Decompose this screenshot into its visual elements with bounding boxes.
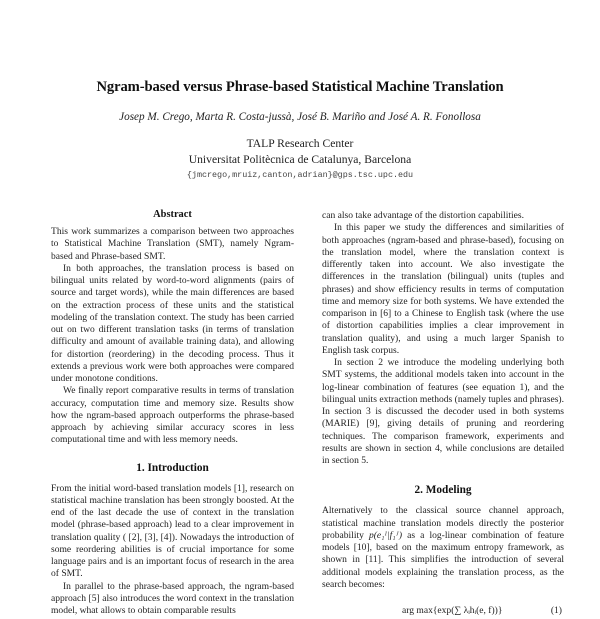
abstract-paragraph-3: We finally report comparative results in terms of translation accuracy, computation time and memory size. Results show how the ngram-based approach outperforms the phrase-based approach by achieving similar accuracy scores in less computational time and with less memory needs. (51, 385, 294, 446)
introduction-heading: 1. Introduction (136, 461, 209, 474)
introduction-paragraph-4: In section 2 we introduce the modeling underlying both SMT systems, the additional models taken into account in the log-linear combination of features (see equation 1), and the bilingual units extraction methods (namely tuples and phrases). In section 3 is discussed the decoder used in both systems (MARIE) [9], giving details of pruning and reordering techniques. The comparison framework, experiments and results are shown in section 4, while conclusions are detailed in section 5. (322, 357, 564, 466)
paper-authors: Josep M. Crego, Marta R. Costa-jussà, José B. Mariño and José A. R. Fonollosa (119, 111, 481, 123)
affiliation-center: TALP Research Center (246, 137, 354, 150)
modeling-text-before-math: Alternatively to the classical source channel approach, statistical machine translation models directly the posterior probability (322, 505, 564, 541)
equation-expression: arg max{exp(∑ λᵢhᵢ(e, f))} (402, 605, 503, 616)
affiliation-university: Universitat Politècnica de Catalunya, Barcelona (188, 153, 412, 166)
abstract-paragraph-1: This work summarizes a comparison between two approaches to Statistical Machine Translation (SMT), namely Ngram-based and Phrase-based SMT. (51, 226, 294, 262)
modeling-paragraph-1 (322, 505, 564, 591)
right-column (322, 210, 564, 619)
modeling-text-after-math: as a log-linear combination of feature models [10], based on the maximum entropy framework, as shown in [11]. This simplifies the introduction of several additional models explaining the translation process, as the search becomes: (322, 529, 565, 590)
abstract-heading: Abstract (153, 209, 192, 220)
posterior-probability-math: p(e₁ᴵ|f₁ᴶ) (368, 529, 403, 541)
left-column (51, 208, 294, 617)
equation-number: (1) (550, 605, 562, 616)
introduction-paragraph-1: From the initial word-based translation models [1], research on statistical machine translation has been strongly boosted. At the end of the last decade the use of context in the translation model (phrase-based approach) lead to a clear improvement in translation quality ( [2], [3], [4]). Nowadays the introduction of some reordering abilities is of crucial importance for some language pairs and is an important focus of research in the area of SMT. (51, 482, 294, 580)
modeling-heading: 2. Modeling (414, 484, 472, 497)
abstract-paragraph-2: In both approaches, the translation process is based on bilingual units related by word-to-word alignments (pairs of source and target words), while the main differences are based on the extraction process of these units and the statistical modeling of the translation context. The study has been carried out on two different translation tasks (in terms of translation difficulty and amount of available training data), and allowing for distortion (reordering) in the decoding process. Thus it extends a previous work were both approaches were compared under monotone conditions. (51, 262, 294, 384)
equation-1 (322, 605, 564, 619)
author-emails: {jmcrego,mruiz,canton,adrian}@gps.tsc.upc.edu (186, 170, 414, 180)
introduction-paragraph-2: In parallel to the phrase-based approach, the ngram-based approach [5] also introduces the word context in the translation model, what allows to obtain comparable results (51, 580, 294, 616)
paper-title: Ngram-based versus Phrase-based Statistical Machine Translation (96, 79, 504, 95)
introduction-continuation: can also take advantage of the distortion capabilities. (322, 210, 525, 221)
introduction-paragraph-3: In this paper we study the differences and similarities of both approaches (ngram-based and phrase-based), focusing on the translation model, where the translation context is differently taken into account. We also investigate the differences in the translation (bilingual) units (tuples and phrases) and show efficiency results in terms of computation time and memory size for both systems. We have extended the comparison in [6] to a Chinese to English task (where the use of distortion capabilities implies a clear improvement in translation quality), and using a much larger Spanish to English task corpus. (322, 222, 564, 356)
